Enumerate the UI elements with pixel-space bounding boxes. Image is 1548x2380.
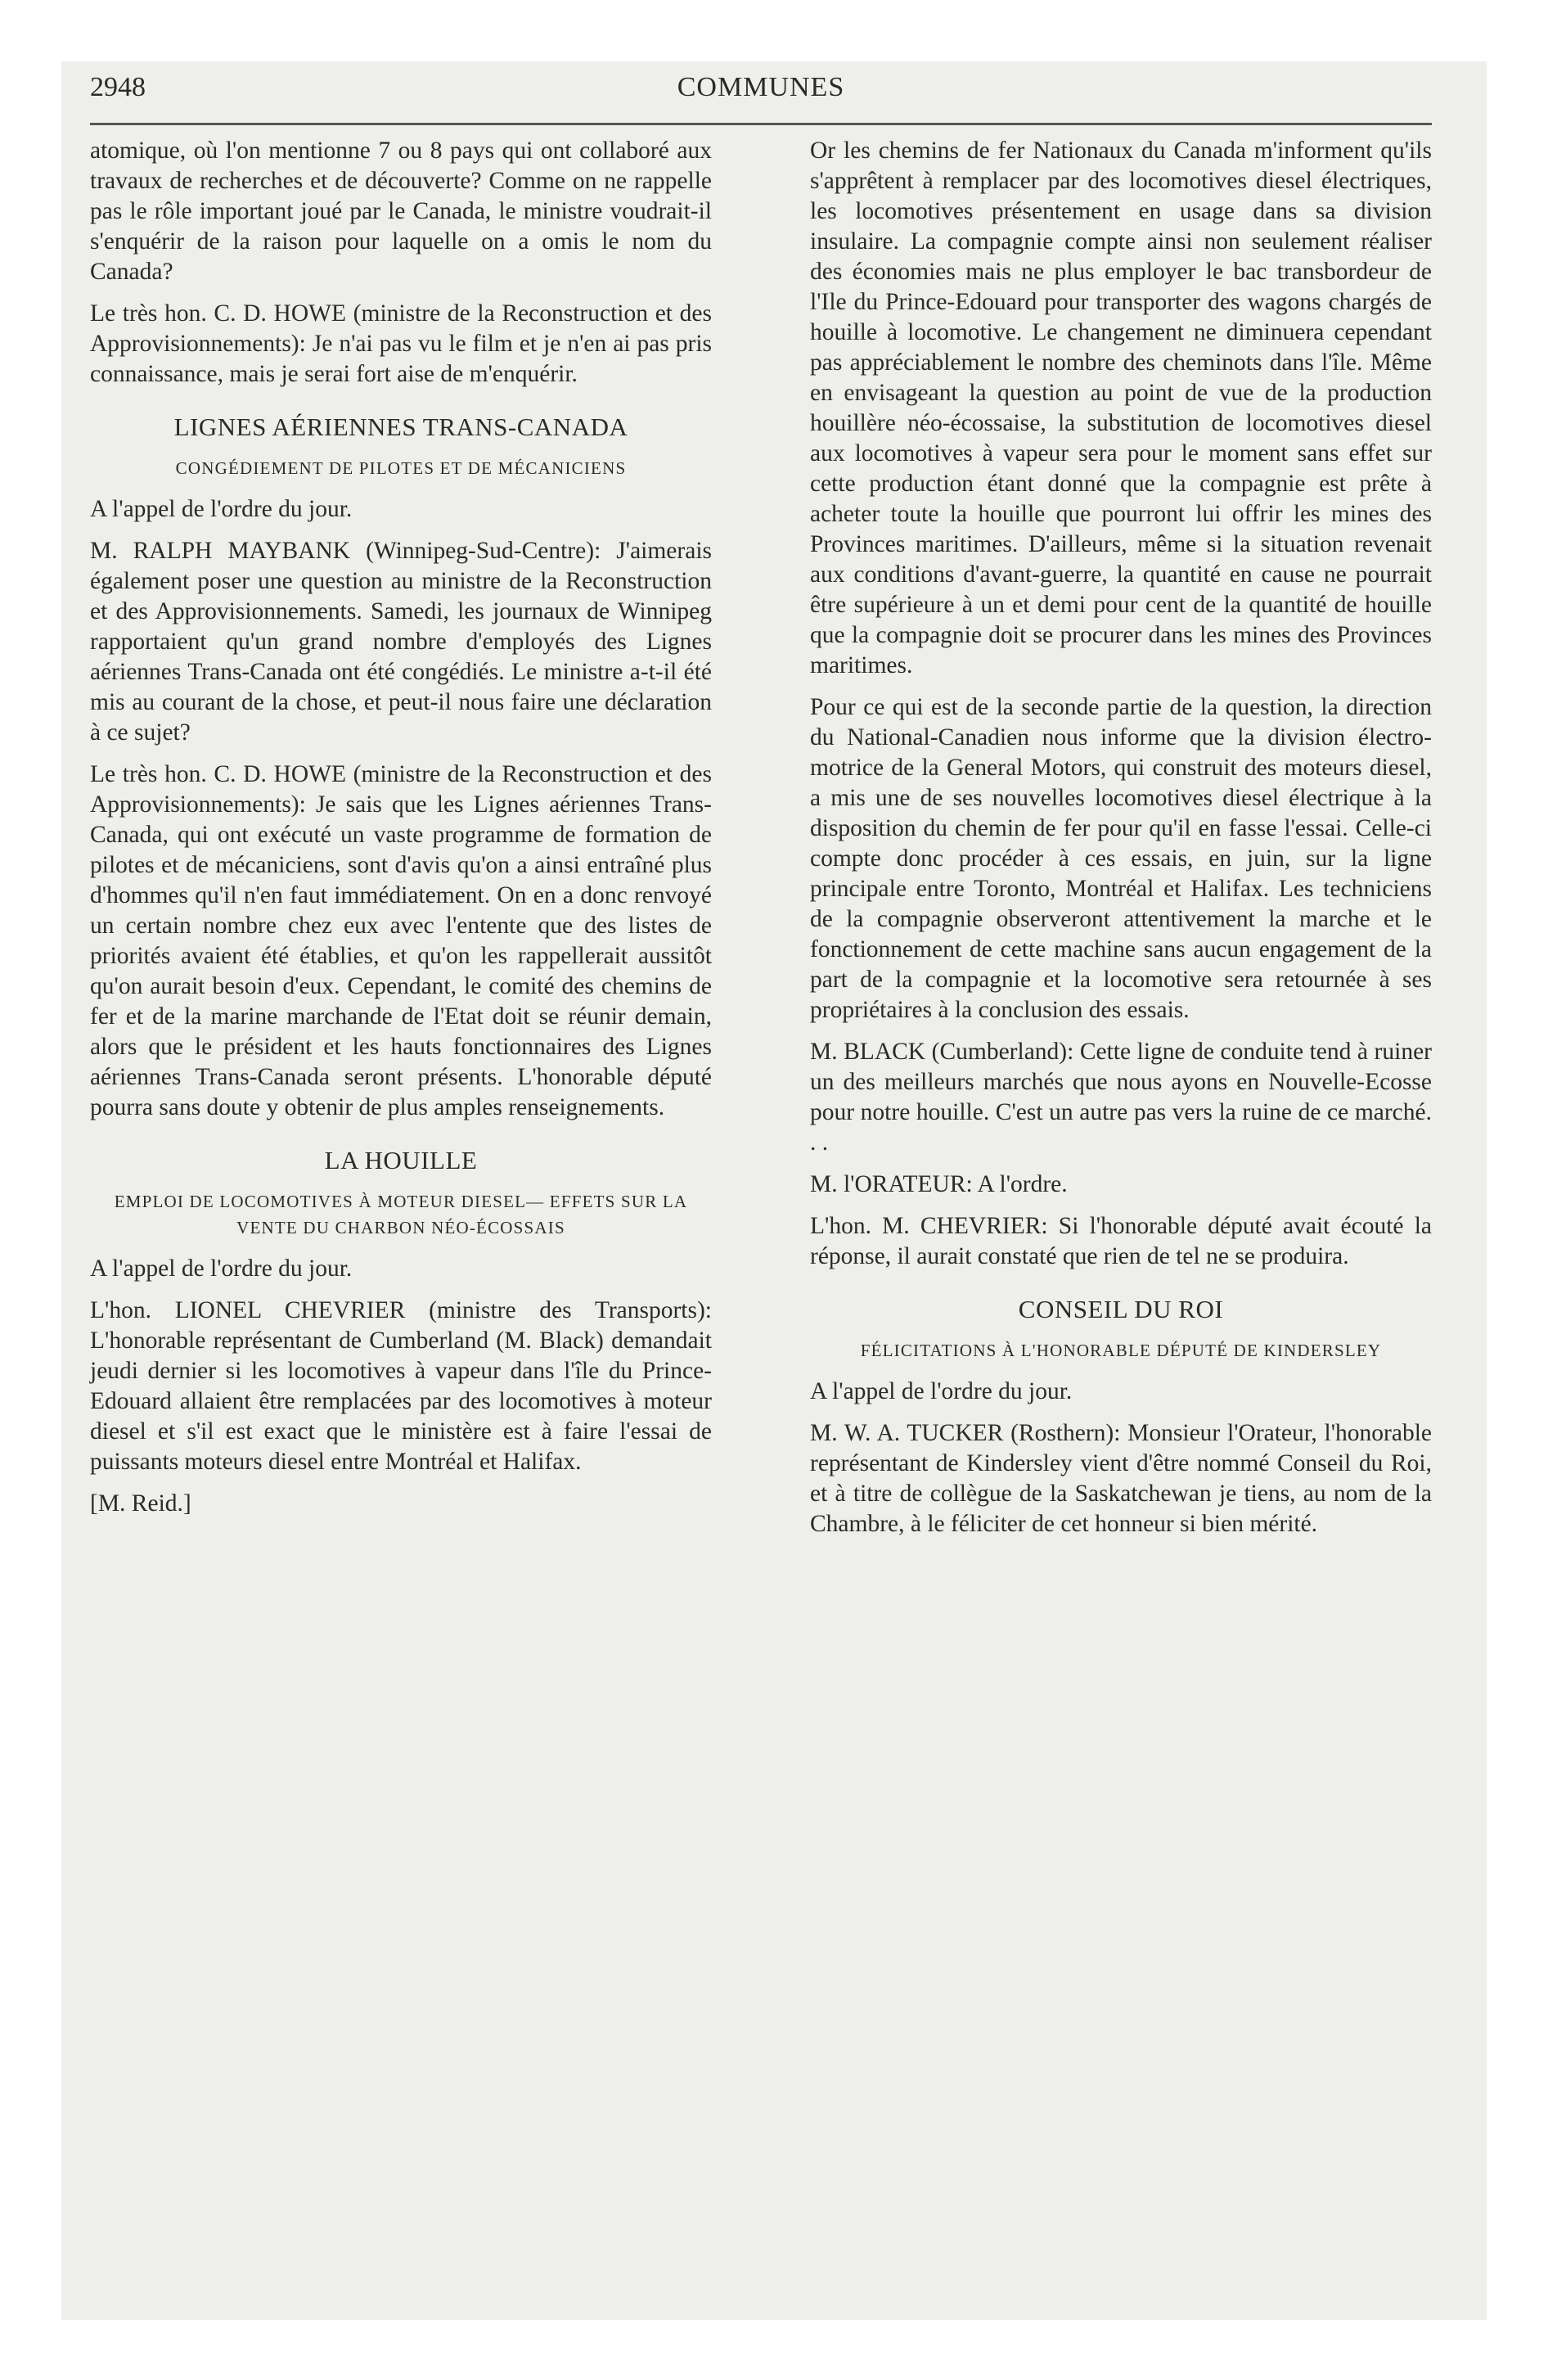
page-number: 2948: [90, 72, 146, 102]
speaker-reference: [M. Reid.]: [90, 1490, 191, 1517]
section-subheading: CONGÉDIEMENT DE PILOTES ET DE MÉCANICIENS: [175, 458, 627, 478]
running-title: COMMUNES: [677, 72, 845, 102]
paragraph: M. RALPH MAYBANK (Winnipeg-Sud-Centre): J'aimerais également poser une question au ministre de la Reconstruction et des Approvisionnements. Samedi, les journaux de Winnipeg rapportaient qu'un grand nombre d'employés des Lignes aériennes Trans-Canada ont été congédiés. Le ministre a-t-il été mis au courant de la chose, et peut-il nous faire une déclaration à ce sujet?: [90, 538, 712, 746]
paragraph: Le très hon. C. D. HOWE (ministre de la Reconstruction et des Approvisionnements): Je sais que les Lignes aériennes Trans-Canada, qui ont exécuté un vaste programme de formation de pilotes et de mécaniciens, sont d'avis qu'on a ainsi entraîné plus d'hommes qu'il n'en faut immédiatement. On en a donc renvoyé un certain nombre chez eux avec l'entente que des listes de priorités avaient été établies, et qu'on les rappellerait aussitôt qu'on aurait besoin d'eux. Cependant, le comité des chemins de fer et de la marine marchande de l'Etat doit se réunir demain, alors que le président et les hauts fonctionnaires des Lignes aériennes Trans-Canada seront présents. L'honorable député pourra sans doute y obtenir de plus amples renseignements.: [90, 761, 712, 1120]
section-heading: LA HOUILLE: [324, 1146, 478, 1174]
paragraph: A l'appel de l'ordre du jour.: [810, 1378, 1073, 1404]
section-heading: LIGNES AÉRIENNES TRANS-CANADA: [173, 412, 628, 441]
paragraph: A l'appel de l'ordre du jour.: [90, 1255, 353, 1282]
paragraph: L'hon. M. CHEVRIER: Si l'honorable député avait écouté la réponse, il aurait constaté que rien de tel ne se produira.: [810, 1213, 1432, 1269]
paragraph: M. BLACK (Cumberland): Cette ligne de conduite tend à ruiner un des meilleurs marchés que nous ayons en Nouvelle-Ecosse pour notre houille. C'est un autre pas vers la ruine de ce marché. . .: [810, 1039, 1432, 1156]
paragraph: A l'appel de l'ordre du jour.: [90, 496, 353, 522]
section-subheading: FÉLICITATIONS À L'HONORABLE DÉPUTÉ DE KINDERSLEY: [860, 1341, 1382, 1360]
paragraph: M. l'ORATEUR: A l'ordre.: [810, 1171, 1068, 1197]
paragraph: Le très hon. C. D. HOWE (ministre de la Reconstruction et des Approvisionnements): Je n'ai pas vu le film et je n'en ai pas pris connaissance, mais je serai fort aise de m'enquérir.: [90, 300, 712, 387]
page-header: [90, 72, 1432, 121]
header-rule: [90, 123, 1432, 125]
paragraph: Pour ce qui est de la seconde partie de la question, la direction du National-Canadien nous informe que la division électro-motrice de la General Motors, qui construit des moteurs diesel, a mis une de ses nouvelles locomotives diesel électrique à la disposition du chemin de fer pour qu'il en fasse l'essai. Celle-ci compte donc procéder à ces essais, en juin, sur la ligne principale entre Toronto, Montréal et Halifax. Les techniciens de la compagnie observeront attentivement la marche et le fonctionnement de cette machine sans aucun engagement de la part de la compagnie et la locomotive sera retournée à ses propriétaires à la conclusion des essais.: [810, 694, 1432, 1023]
paragraph: L'hon. LIONEL CHEVRIER (ministre des Transports): L'honorable représentant de Cumberland (M. Black) demandait jeudi dernier si les locomotives à vapeur dans l'île du Prince-Edouard allaient être remplacées par des locomotives à moteur diesel et s'il est exact que le ministère est à faire l'essai de puissants moteurs diesel entre Montréal et Halifax.: [90, 1297, 712, 1475]
left-column: [90, 136, 712, 1530]
paragraph: M. W. A. TUCKER (Rosthern): Monsieur l'Orateur, l'honorable représentant de Kindersley vient d'être nommé Conseil du Roi, et à titre de collègue de la Saskatchewan je tiens, au nom de la Chambre, à le féliciter de cet honneur si bien mérité.: [810, 1420, 1432, 1537]
section-heading: CONSEIL DU ROI: [1018, 1295, 1224, 1323]
right-column: [810, 136, 1432, 1551]
section-subheading: EMPLOI DE LOCOMOTIVES À MOTEUR DIESEL— EFFETS SUR LA VENTE DU CHARBON NÉO-ÉCOSSAIS: [114, 1192, 688, 1237]
paragraph: atomique, où l'on mentionne 7 ou 8 pays qui ont collaboré aux travaux de recherches et de découverte? Comme on ne rappelle pas le rôle important joué par le Canada, le ministre voudrait-il s'enquérir de la raison pour laquelle on a omis le nom du Canada?: [90, 137, 712, 285]
paragraph: Or les chemins de fer Nationaux du Canada m'informent qu'ils s'apprêtent à remplacer par des locomotives diesel électriques, les locomotives présentement en usage dans sa division insulaire. La compagnie compte ainsi non seulement réaliser des économies mais ne plus employer le bac transbordeur de l'Ile du Prince-Edouard pour transporter des wagons chargés de houille à locomotive. Le changement ne diminuera cependant pas appréciablement le nombre des cheminots dans l'île. Même en envisageant la question au point de vue de la production houillère néo-écossaise, la substitution de locomotives diesel aux locomotives à vapeur sera pour le moment sans effet sur cette production étant donné que la compagnie est prête à acheter toute la houille que pourront lui offrir les mines des Provinces maritimes. D'ailleurs, même si la situation revenait aux conditions d'avant-guerre, la quantité en cause ne pourrait être supérieure à un et demi pour cent de la quantité de houille que la compagnie doit se procurer dans les mines des Provinces maritimes.: [810, 137, 1432, 678]
